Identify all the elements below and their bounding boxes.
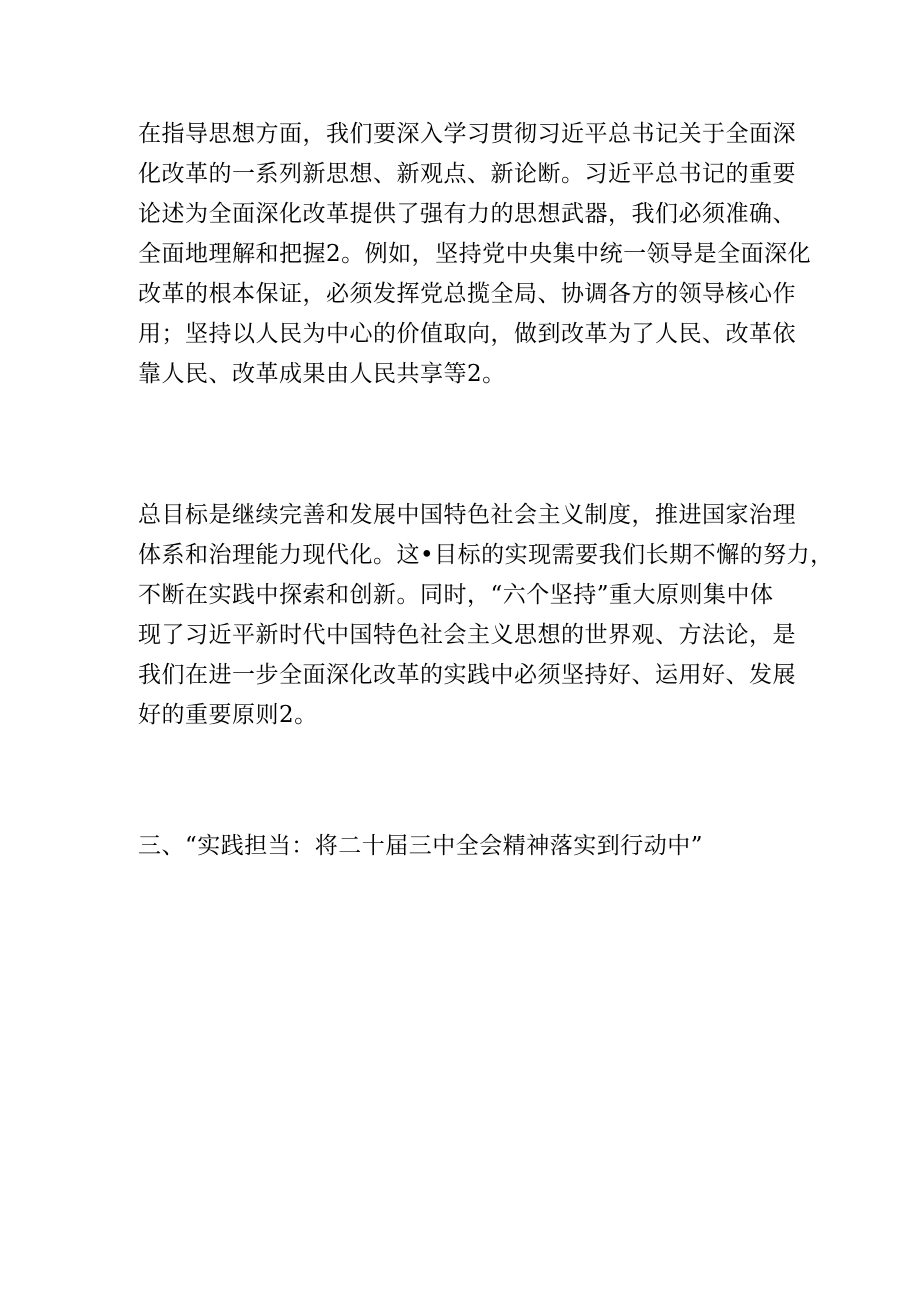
paragraph-line: 现了习近平新时代中国特色社会主义思想的世界观、方法论，是 [138,622,796,648]
paragraph-line: 论述为全面深化改革提供了强有力的思想武器，我们必须准确、 [138,201,796,227]
paragraph-line: 靠人民、改革成果由人民共享等2。 [138,361,506,387]
paragraph-line: 用；坚持以人民为中心的价值取向，做到改革为了人民、改革依 [138,321,796,347]
paragraph-line: 不断在实践中探索和创新。同时，“六个坚持”重大原则集中体 [138,582,774,608]
paragraph-line: 我们在进一步全面深化改革的实践中必须坚持好、运用好、发展 [138,662,796,688]
paragraph-line: 改革的根本保证，必须发挥党总揽全局、协调各方的领导核心作 [138,281,796,307]
section-heading [138,826,703,866]
paragraph-guiding-ideology [138,114,811,394]
paragraph-line: 在指导思想方面，我们要深入学习贯彻习近平总书记关于全面深 [138,121,796,147]
paragraph-line: 好的重要原则2。 [138,702,318,728]
paragraph-line: 化改革的一系列新思想、新观点、新论断。习近平总书记的重要 [138,161,796,187]
paragraph-line: 体系和治理能力现代化。这•目标的实现需要我们长期不懈的努力， [138,542,834,568]
paragraph-overall-goal [138,495,834,735]
paragraph-line: 全面地理解和把握2。例如，坚持党中央集中统一领导是全面深化 [138,241,812,267]
paragraph-line: 总目标是继续完善和发展中国特色社会主义制度，推进国家治理 [138,502,796,528]
section-heading-text: 三、“实践担当：将二十届三中全会精神落实到行动中” [138,833,704,859]
